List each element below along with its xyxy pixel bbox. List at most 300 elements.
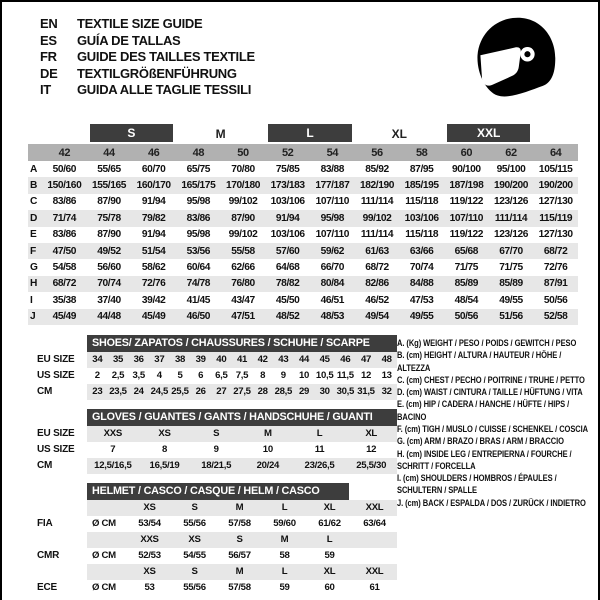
- size-value: 2,5: [111, 370, 125, 382]
- size-value: 76/80: [231, 278, 255, 290]
- size-value: 111/114: [360, 229, 394, 241]
- row-label: B: [30, 180, 38, 192]
- size-label: XXL: [365, 566, 384, 578]
- page-header: [2, 2, 598, 110]
- table-row: [28, 259, 578, 275]
- size-value: 46: [340, 354, 351, 366]
- row-label: I: [30, 294, 33, 306]
- size-value: 170/180: [225, 180, 260, 192]
- size-value: 67/70: [499, 245, 523, 257]
- unit-label: Ø CM: [92, 582, 116, 594]
- size-value: 56/57: [228, 550, 251, 562]
- size-value: 115/118: [405, 229, 439, 241]
- helmet-sizes-row: [32, 564, 397, 580]
- legend-item: B. (cm) HEIGHT / ALTURA / HAUTEUR / HÖHE / ALTEZZA: [397, 350, 562, 373]
- size-value: 95/98: [320, 212, 345, 224]
- size-label: XS: [188, 534, 201, 546]
- size-value: 12: [366, 444, 377, 456]
- size-value: 16,5/19: [149, 460, 180, 472]
- size-value: 55/58: [231, 245, 255, 257]
- size-group-label: S: [90, 124, 173, 142]
- size-value: 51/56: [499, 311, 523, 323]
- size-label: L: [281, 566, 288, 578]
- size-value: 12,5/16,5: [94, 460, 132, 472]
- size-value: 150/160: [47, 180, 82, 192]
- size-value: 49/52: [97, 245, 121, 257]
- language-row: [40, 33, 255, 50]
- size-value: 9: [213, 444, 219, 456]
- legend-item: C. (cm) CHEST / PECHO / POITRINE / TRUHE / PETTO: [397, 374, 585, 385]
- size-value: 70/80: [231, 163, 255, 175]
- size-value: 39: [195, 354, 206, 366]
- table-row: [28, 194, 578, 210]
- size-value: 68/72: [543, 245, 568, 257]
- size-group-label: L: [268, 124, 351, 142]
- size-value: 34: [92, 354, 103, 366]
- table-row: [32, 426, 397, 442]
- size-number: 48: [192, 146, 205, 159]
- size-value: 52/58: [543, 311, 568, 323]
- size-value: 44/48: [97, 311, 121, 323]
- size-value: 54/58: [52, 262, 77, 274]
- size-value: 115/119: [539, 212, 573, 224]
- size-value: 63/64: [363, 518, 386, 530]
- row-label-spacer: [32, 564, 87, 580]
- size-value: 7: [110, 444, 116, 456]
- row-label: EU SIZE: [32, 352, 87, 368]
- size-value: 54/55: [183, 550, 206, 562]
- size-value: 25,5: [171, 386, 189, 398]
- size-value: 48/52: [275, 311, 300, 323]
- table-row: [32, 458, 397, 474]
- language-row: [40, 16, 255, 33]
- helmet-values-row: [32, 548, 397, 564]
- size-value: 46/50: [186, 311, 211, 323]
- size-number: 50: [237, 146, 249, 159]
- row-label-spacer: [32, 500, 87, 516]
- size-value: 38: [174, 354, 186, 366]
- size-label: XXL: [365, 502, 384, 514]
- size-value: 182/190: [359, 180, 394, 192]
- helmet-icon: [466, 12, 562, 108]
- row-label: C: [30, 196, 38, 208]
- size-number: 46: [147, 146, 160, 159]
- size-value: 45/49: [52, 311, 77, 323]
- size-value: 99/102: [228, 196, 258, 208]
- size-value: 27,5: [233, 386, 251, 398]
- size-value: 23: [92, 386, 103, 398]
- size-value: 57/58: [228, 518, 251, 530]
- size-group-row: [28, 124, 578, 144]
- size-label: XL: [323, 502, 336, 514]
- size-value: 62/66: [231, 262, 255, 274]
- size-value: 119/122: [449, 196, 484, 208]
- size-value: 111/114: [360, 196, 394, 208]
- size-number: 44: [103, 146, 115, 159]
- size-value: 71/75: [454, 262, 479, 274]
- size-value: 11: [314, 444, 325, 456]
- size-label: L: [326, 534, 333, 546]
- size-value: 45: [319, 354, 330, 366]
- size-value: XXS: [103, 428, 122, 440]
- table-title-bar: SHOES/ ZAPATOS / CHAUSSURES / SCHUHE / SCARPE: [87, 335, 397, 352]
- size-value: 61/62: [318, 518, 341, 530]
- size-value: L: [316, 428, 323, 440]
- size-value: 74/78: [186, 278, 211, 290]
- size-value: 48: [381, 354, 392, 366]
- size-value: 83/86: [186, 212, 211, 224]
- size-number: 52: [281, 146, 294, 159]
- size-value: 28: [257, 386, 268, 398]
- size-value: 46/52: [365, 294, 389, 306]
- table-row: [28, 292, 578, 308]
- size-value: 43/47: [231, 294, 255, 306]
- size-value: 61: [369, 582, 380, 594]
- size-value: 28,5: [274, 386, 293, 398]
- size-number: 62: [505, 146, 517, 159]
- size-value: 47/51: [231, 311, 255, 323]
- language-code: EN: [40, 16, 58, 31]
- size-value: 49/55: [409, 311, 434, 323]
- size-number: 56: [371, 146, 383, 159]
- table-row: [28, 210, 578, 226]
- size-value: 105/115: [538, 163, 573, 175]
- size-value: 119/122: [449, 229, 484, 241]
- language-row: [40, 66, 255, 83]
- size-value: 49/54: [365, 311, 389, 323]
- language-code: ES: [40, 32, 57, 48]
- size-value: 82/86: [365, 278, 389, 290]
- table-row: [28, 309, 578, 325]
- size-value: 59/60: [273, 518, 296, 530]
- size-value: 95/98: [186, 196, 211, 208]
- guide-title: TEXTILE SIZE GUIDE: [77, 16, 203, 31]
- size-value: 78/82: [275, 278, 300, 290]
- helmet-table: [32, 483, 397, 596]
- row-label: ECE: [37, 582, 57, 594]
- table-row: [32, 442, 397, 458]
- size-value: 91/94: [141, 196, 166, 208]
- size-value: 35: [112, 354, 124, 366]
- size-value: 59: [279, 582, 290, 594]
- size-value: 53: [144, 582, 155, 594]
- size-value: 2: [94, 370, 100, 382]
- size-value: 66/70: [320, 262, 345, 274]
- size-value: 107/110: [315, 196, 350, 208]
- size-value: 99/102: [228, 229, 258, 241]
- size-value: 55/56: [183, 582, 206, 594]
- size-value: 55/56: [183, 518, 206, 530]
- size-number: 58: [415, 146, 428, 159]
- guide-title: TEXTILGRÖßENFÜHRUNG: [77, 65, 237, 81]
- legend-item: A. (Kg) WEIGHT / PESO / POIDS / GEWITCH / PESO: [397, 337, 577, 348]
- size-value: 23/26,5: [304, 460, 335, 472]
- row-label: F: [30, 245, 37, 257]
- size-value: 75/85: [275, 163, 300, 175]
- size-value: 24: [133, 386, 144, 398]
- size-value: 50/60: [52, 163, 77, 175]
- legend-item: H. (cm) INSIDE LEG / ENTREPIERNA / FOURCHE / SCHRITT / FORCELLA: [397, 448, 572, 471]
- size-value: 61/63: [365, 245, 389, 257]
- size-value: 37: [154, 354, 165, 366]
- size-value: 41: [236, 354, 248, 366]
- unit-label: Ø CM: [92, 518, 116, 530]
- size-value: 71/75: [499, 262, 523, 274]
- size-value: 127/130: [538, 196, 573, 208]
- row-label: US SIZE: [37, 370, 75, 382]
- row-label: EU SIZE: [32, 426, 87, 442]
- size-value: 40: [216, 354, 227, 366]
- size-value: 87/95: [409, 163, 434, 175]
- size-label: S: [191, 502, 198, 514]
- legend-item: G. (cm) ARM / BRAZO / BRAS / ARM / BRACCIO: [397, 436, 564, 447]
- size-value: 64/68: [275, 262, 300, 274]
- size-value: 123/126: [493, 196, 528, 208]
- size-value: 111/114: [494, 212, 528, 224]
- table-row: [32, 384, 397, 400]
- size-value: 103/106: [270, 196, 305, 208]
- size-value: 155/165: [91, 180, 126, 192]
- row-label: H: [30, 278, 38, 290]
- size-label: XL: [323, 566, 336, 578]
- table-title-bar: GLOVES / GUANTES / GANTS / HANDSCHUHE / GUANTI: [87, 409, 397, 426]
- gloves-table: [32, 409, 397, 474]
- size-value: 13: [381, 370, 392, 382]
- size-value: 50/56: [454, 311, 479, 323]
- table-row: [28, 227, 578, 243]
- size-value: 41/45: [186, 294, 211, 306]
- size-number-row: [28, 144, 578, 161]
- size-value: 47/53: [409, 294, 434, 306]
- size-value: 55/65: [97, 163, 121, 175]
- size-value: 84/88: [409, 278, 434, 290]
- size-value: 63/66: [409, 245, 434, 257]
- size-value: 23,5: [109, 386, 127, 398]
- size-value: 47: [360, 354, 372, 366]
- size-value: 45/50: [275, 294, 300, 306]
- size-number: 54: [326, 146, 339, 159]
- size-value: 12: [360, 370, 372, 382]
- size-value: 85/89: [454, 278, 479, 290]
- size-value: 3,5: [132, 370, 145, 382]
- table-row: [28, 177, 578, 193]
- size-value: 47/50: [52, 245, 77, 257]
- size-value: 115/118: [405, 196, 439, 208]
- group-spacer: [28, 124, 87, 144]
- guide-title: GUIDE DES TAILLES TEXTILE: [77, 49, 255, 64]
- size-value: 173/183: [270, 180, 305, 192]
- size-value: 8: [161, 444, 168, 456]
- size-label: XS: [143, 502, 156, 514]
- size-value: 72/76: [141, 278, 166, 290]
- size-value: 60/70: [141, 163, 166, 175]
- shoes-table: [32, 335, 397, 400]
- row-label: CM: [32, 458, 87, 474]
- language-title-list: [40, 12, 255, 99]
- size-value: 8: [260, 370, 266, 382]
- size-value: 59: [324, 550, 335, 562]
- size-value: 58: [279, 550, 290, 562]
- size-value: 58/62: [141, 262, 166, 274]
- language-row: [40, 49, 255, 66]
- table-row: [28, 276, 578, 292]
- size-group-label: XL: [391, 127, 407, 141]
- size-value: 44: [298, 354, 310, 366]
- size-value: 45/49: [141, 311, 166, 323]
- size-value: 20/24: [256, 460, 280, 472]
- size-value: 127/130: [538, 229, 573, 241]
- size-value: 70/74: [97, 278, 121, 290]
- size-value: 25,5/30: [356, 460, 387, 472]
- size-value: 6,5: [215, 370, 228, 382]
- helmet-values-row: [32, 516, 397, 532]
- language-code: FR: [40, 49, 57, 64]
- accessory-tables: [2, 335, 397, 600]
- size-value: 85/92: [365, 163, 389, 175]
- size-value: 30: [319, 386, 330, 398]
- size-value: 65/75: [186, 163, 211, 175]
- table-row: [32, 368, 397, 384]
- size-value: 177/187: [315, 180, 350, 192]
- size-value: 37/40: [97, 294, 121, 306]
- size-value: 48/53: [320, 311, 345, 323]
- size-value: 26: [195, 386, 206, 398]
- size-value: XS: [158, 428, 171, 440]
- size-value: M: [263, 428, 272, 440]
- size-value: 95/98: [186, 229, 211, 241]
- size-value: 31,5: [357, 386, 375, 398]
- size-value: 79/82: [141, 212, 166, 224]
- size-value: 57/60: [275, 245, 300, 257]
- helmet-sizes-row: [32, 532, 397, 548]
- row-label: CMR: [37, 550, 60, 562]
- size-value: 30,5: [336, 386, 355, 398]
- unit-label: Ø CM: [92, 550, 116, 562]
- legend-item: E. (cm) HIP / CADERA / HANCHE / HÜFTE / HIPS / BACINO: [397, 399, 570, 422]
- row-label: D: [30, 212, 38, 224]
- size-value: 91/94: [141, 229, 166, 241]
- size-value: 185/195: [404, 180, 439, 192]
- size-value: 11,5: [336, 370, 354, 382]
- size-value: 29: [298, 386, 310, 398]
- size-value: 42: [257, 354, 268, 366]
- language-code: IT: [40, 82, 51, 97]
- size-value: 72/76: [543, 262, 568, 274]
- language-code: DE: [40, 65, 58, 81]
- size-value: 6: [198, 370, 204, 382]
- size-value: 99/102: [362, 212, 392, 224]
- size-number: 60: [460, 146, 473, 159]
- size-value: 190/200: [493, 180, 528, 192]
- size-number: 42: [58, 146, 71, 159]
- size-value: 10: [298, 370, 310, 382]
- size-value: 60: [324, 582, 335, 594]
- legend-item: I. (cm) SHOULDERS / HOMBROS / ÉPAULES / SCHULTERN / SPALLE: [397, 473, 557, 496]
- size-value: S: [213, 428, 220, 440]
- size-value: 107/110: [449, 212, 484, 224]
- size-value: 95/100: [496, 163, 526, 175]
- size-value: 90/100: [451, 163, 481, 175]
- size-value: 68/72: [52, 278, 77, 290]
- size-value: 85/89: [499, 278, 523, 290]
- size-value: 56/60: [97, 262, 121, 274]
- legend-item: D. (cm) WAIST / CINTURA / TAILLE / HÜFTUNG / VITA: [397, 387, 583, 398]
- textile-size-table: [28, 124, 578, 325]
- size-value: 36: [133, 354, 144, 366]
- size-value: 80/84: [320, 278, 345, 290]
- size-value: 87/90: [97, 196, 121, 208]
- size-value: 60/64: [186, 262, 211, 274]
- size-value: 160/170: [136, 180, 171, 192]
- size-value: 18/21,5: [201, 460, 232, 472]
- table-row: [28, 161, 578, 177]
- size-value: 9: [280, 370, 286, 382]
- size-value: 190/200: [538, 180, 573, 192]
- size-value: 70/74: [409, 262, 434, 274]
- size-label: S: [191, 566, 198, 578]
- size-value: 83/88: [320, 163, 345, 175]
- row-label: FIA: [37, 518, 53, 530]
- language-row: [40, 82, 255, 99]
- size-value: 49/55: [499, 294, 523, 306]
- table-row: [28, 243, 578, 259]
- row-label: E: [30, 229, 37, 241]
- size-value: 65/68: [454, 245, 479, 257]
- size-value: 83/86: [52, 196, 77, 208]
- size-value: 87/90: [231, 212, 255, 224]
- size-value: 10,5: [315, 370, 334, 382]
- size-group-label: XXL: [447, 124, 530, 142]
- size-value: 46/51: [320, 294, 345, 306]
- size-value: 107/110: [315, 229, 350, 241]
- size-label: S: [236, 534, 243, 546]
- size-value: 51/54: [141, 245, 166, 257]
- size-value: XL: [365, 428, 377, 440]
- size-value: 187/198: [449, 180, 484, 192]
- size-value: 103/106: [404, 212, 439, 224]
- size-value: 91/94: [275, 212, 300, 224]
- size-label: XXS: [140, 534, 159, 546]
- size-value: 103/106: [270, 229, 305, 241]
- size-value: 7,5: [235, 370, 249, 382]
- row-label: US SIZE: [37, 444, 75, 456]
- size-value: 87/91: [543, 278, 568, 290]
- guide-title: GUIDA ALLE TAGLIE TESSILI: [77, 82, 252, 97]
- size-value: 4: [156, 370, 162, 382]
- size-label: XS: [143, 566, 156, 578]
- table-title-bar: HELMET / CASCO / CASQUE / HELM / CASCO: [87, 483, 349, 500]
- legend-items: [397, 337, 593, 509]
- legend-item: F. (cm) TIGH / MUSLO / CUISSE / SCHENKEL / COSCIA: [397, 423, 589, 434]
- measurement-legend: [397, 335, 597, 600]
- size-value: 27: [216, 386, 227, 398]
- helmet-values-row: [32, 580, 397, 596]
- size-value: 71/74: [52, 212, 77, 224]
- size-value: 87/90: [97, 229, 121, 241]
- size-value: 68/72: [365, 262, 389, 274]
- size-label: M: [235, 566, 244, 578]
- size-value: 5: [177, 370, 183, 382]
- size-value: 53/56: [186, 245, 211, 257]
- size-value: 39/42: [141, 294, 166, 306]
- guide-title: GUÍA DE TALLAS: [77, 32, 181, 48]
- row-label: J: [30, 311, 36, 323]
- size-value: 35/38: [52, 294, 77, 306]
- size-value: 52/53: [138, 550, 161, 562]
- lower-section: [2, 335, 598, 600]
- row-label-spacer: [32, 532, 87, 548]
- size-value: 32: [381, 386, 392, 398]
